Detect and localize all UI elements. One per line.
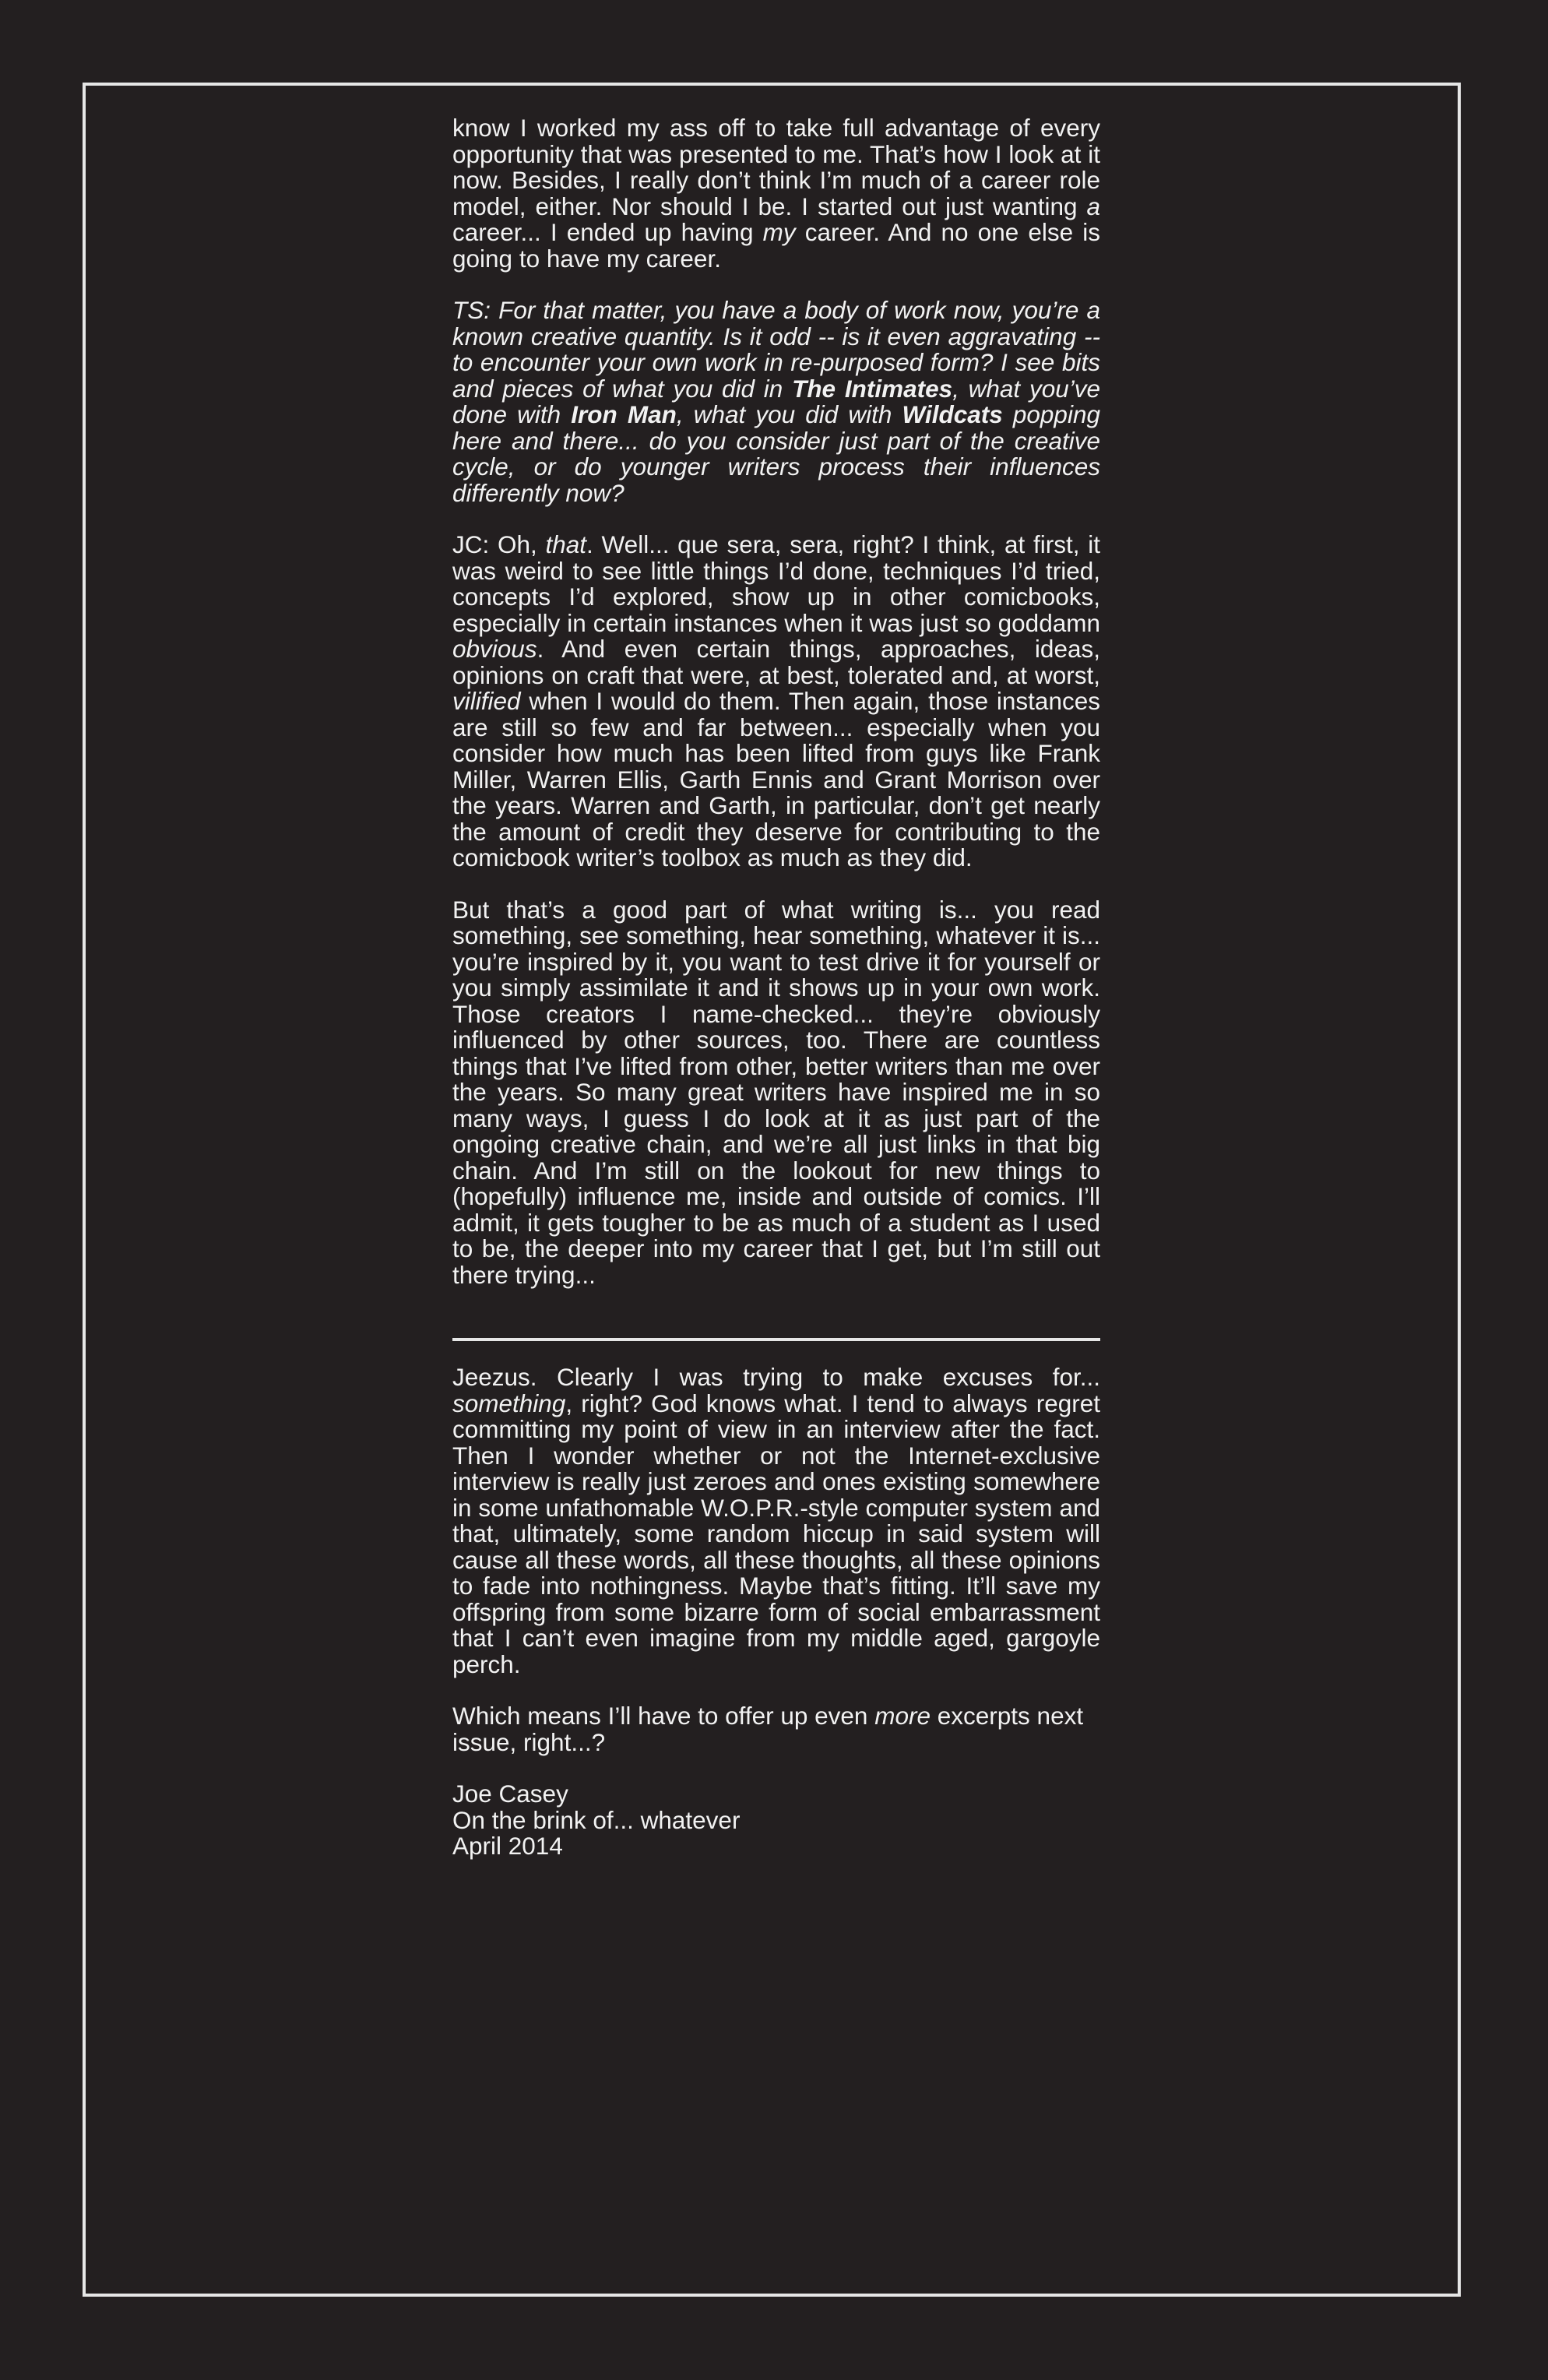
signature-block bbox=[452, 1781, 1100, 1860]
author-name: Joe Casey bbox=[452, 1780, 568, 1808]
section-divider bbox=[452, 1338, 1100, 1341]
text-column bbox=[452, 115, 1100, 1860]
afterword-paragraph: Jeezus. Clearly I was trying to make excuses for... something, right? God knows what. I tend to always regret committing my point of view in an interview after the fact. Then I wonder whether or not the Internet-exclusive interview is really just zeroes and ones existing somewhere in some unfathomable W.O.P.R.-style computer system and that, ultimately, some random hiccup in said system will cause all these words, all these thoughts, all these opinions to fade into nothingness. Maybe that’s fitting. It’ll save my offspring from some bizarre form of social embarrassment that I can’t even imagine from my middle aged, gargoyle perch. bbox=[452, 1363, 1100, 1678]
interview-question: TS: For that matter, you have a body of work now, you’re a known creative quantity. Is it odd -- is it even aggravating -- to encounter your own work in re-purposed form? I see bits and pieces of what you did in The Intimates, what you’ve done with Iron Man, what you did with Wildcats popping here and there... do you consider just part of the creative cycle, or do younger writers process their influences differently now? bbox=[452, 296, 1101, 507]
signoff-tagline: On the brink of... whatever bbox=[452, 1805, 741, 1834]
interview-answer-continued: know I worked my ass off to take full advantage of every opportunity that was presented to me. That’s how I look at it now. Besides, I really don’t think I’m much of a career role model, either. Nor should I be. I started out just wanting a career... I ended up having my career. And no one else is going to have my career. bbox=[452, 114, 1100, 273]
interview-answer: JC: Oh, that. Well... que sera, sera, right? I think, at first, it was weird to see little things I’d done, techniques I’d tried, concepts I’d explored, show up in other comicbooks, especially in certain instances when it was just so goddamn obvious. And even certain things, approaches, ideas, opinions on craft that were, at best, tolerated and, at worst, vilified when I would do them. Then again, those instances are still so few and far between... especially when you consider how much has been lifted from guys like Frank Miller, Warren Ellis, Garth Ennis and Grant Morrison over the years. Warren and Garth, in particular, don’t get nearly the amount of credit they deserve for contributing to the comicbook writer’s toolbox as much as they did. bbox=[452, 530, 1100, 871]
signoff-date: April 2014 bbox=[452, 1832, 563, 1860]
interview-answer-2: But that’s a good part of what writing is... you read something, see something, hear something, whatever it is... you’re inspired by it, you want to test drive it for yourself or you simply assimilate it and it shows up in your own work. Those creators I name-checked... they’re obviously influenced by other sources, too. There are countless things that I’ve lifted from other, better writers than me over the years. So many great writers have inspired me in so many ways, I guess I do look at it as just part of the ongoing creative chain, and we’re all just links in that big chain. And I’m still on the lookout for new things to (hopefully) influence me, inside and outside of comics. I’ll admit, it gets tougher to be as much of a student as I used to be, the deeper into my career that I get, but I’m still out there trying... bbox=[452, 895, 1100, 1289]
afterword-closing: Which means I’ll have to offer up even more excerpts next issue, right...? bbox=[452, 1702, 1084, 1756]
